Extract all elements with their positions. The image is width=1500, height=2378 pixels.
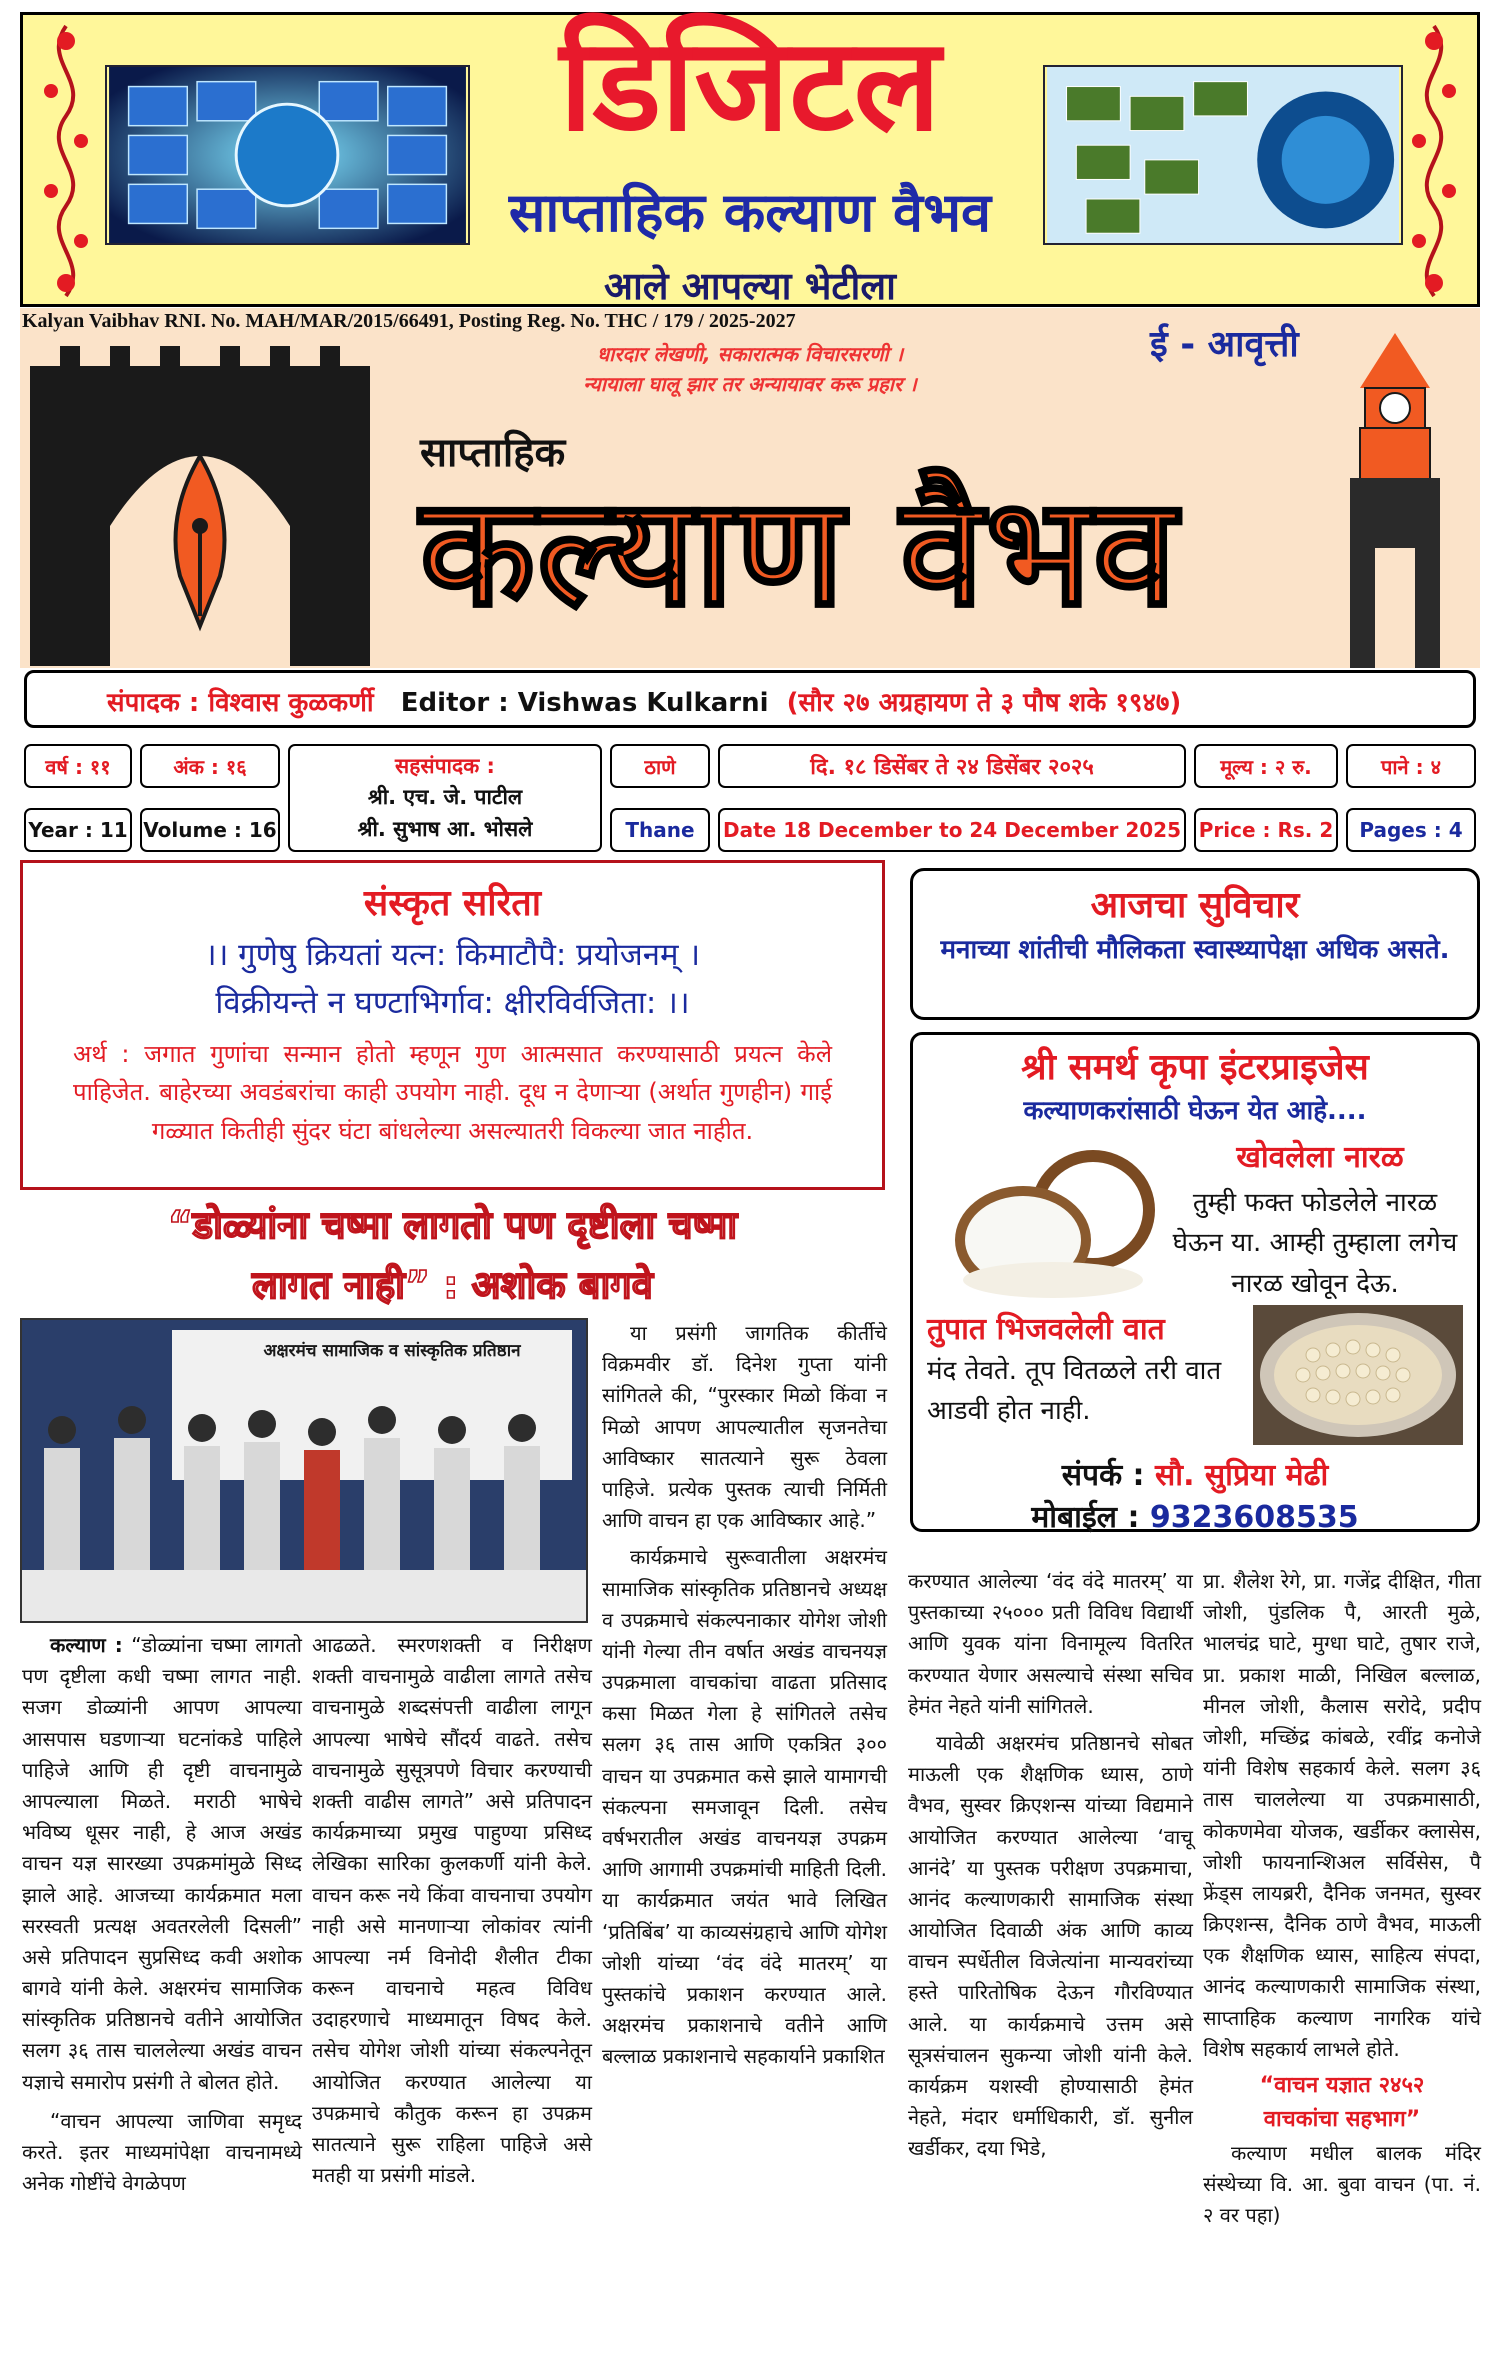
e-edition-label: ई - आवृत्ती	[1150, 324, 1299, 365]
thought-text: मनाच्या शांतीची मौलिकता स्वास्थ्यापेक्षा अधिक असते.	[940, 935, 1450, 965]
dateline: कल्याण :	[50, 1633, 123, 1657]
column-3-paragraph-2: कार्यक्रमाचे सुरूवातीला अक्षरमंच सामाजिक सांस्कृतिक प्रतिष्ठानचे अध्यक्ष व उपक्रमाचे संकल्पनाकार योगेश जोशी यांनी गेल्या तीन वर्षात अखंड वाचनयज्ञ उपक्रमाला वाचकांचा वाढता प्रतिसाद कसा मिळत गेला हे सांगितले तसेच सलग ३६ तास आणि एकत्रित ३०० वाचन या उपक्रमात कसे झाले यामागची संकल्पना समजावून दिली. तसेच वर्षभरातील अखंड वाचनयज्ञ उपक्रम आणि आगामी उपक्रमांची माहिती दिली. या कार्यक्रमात जयंत भावे लिखित ‘प्रतिबिंब’ या काव्यसंग्रहाचे आणि योगेश जोशी यांच्या ‘वंद वंदे मातरम्’ या पुस्तकांचे प्रकाशन करण्यात आले. अक्षरमंच प्रकाशनाचे वतीने आणि बल्लाळ प्रकाशनाचे सहकार्याने प्रकाशित	[602, 1545, 887, 2069]
article-headline-line-2: लागत नाही” : अशोक बागवे	[252, 1263, 653, 1307]
date-mr: दि. १८ डिसेंबर ते २४ डिसेंबर २०२५	[718, 744, 1186, 788]
column-1-paragraph-1: “डोळ्यांना चष्मा लागतो पण दृष्टीला कधी चष्मा लागत नाही. सजग डोळ्यांनी आपण आपल्या आसपास घडणाऱ्या घटनांकडे पाहिले पाहिजे आणि ही दृष्टी वाचनामुळे आपल्याला मिळते. मराठी भाषेचे भविष्य धूसर नाही, हे आज अखंड वाचन यज्ञ सारख्या उपक्रमांमुळे सिध्द झाले आहे. आजच्या कार्यक्रमात मला सरस्वती प्रत्यक्ष अवतरलेली दिसली” असे प्रतिपादन सुप्रसिध्द कवी अशोक बागवे यांनी केले. अक्षरमंच सामाजिक सांस्कृतिक प्रतिष्ठानचे वतीने आयोजित सलग ३६ तास चाललेल्या अखंड वाचन यज्ञाचे समारोप प्रसंगी ते बोलत होते.	[22, 1633, 302, 2094]
article-headline-line-1: “डोळ्यांना चष्मा लागतो पण दृष्टीला चष्मा	[167, 1203, 738, 1247]
ad-mobile-label: मोबाईल :	[1031, 1500, 1140, 1535]
volume-en: Volume : 16	[140, 808, 280, 852]
ad-item-2-text: मंद तेवते. तूप वितळले तरी वात आडवी होत नाही.	[927, 1356, 1222, 1427]
editor-bar	[24, 670, 1476, 728]
event-stage-image	[22, 1320, 586, 1621]
advertisement-box	[910, 1032, 1480, 1535]
ad-item-1-text: तुम्ही फक्त फोडलेले नारळ घेऊन या. आम्ही तुम्हाला लगेच नारळ खोवून देऊ.	[1172, 1188, 1458, 1299]
column-3-paragraph-1: या प्रसंगी जागतिक कीर्तीचे विक्रमवीर डॉ. दिनेश गुप्ता यांनी सांगितले की, “पुरस्कार मिळो किंवा न मिळो आपण आपल्यातील सृजनतेचा आविष्कार सातत्याने सुरू ठेवला पाहिजे. प्रत्येक पुस्तक त्याची निर्मिती आणि वाचन हा एक आविष्कार आहे.”	[602, 1321, 887, 1533]
column-1-paragraph-2: “वाचन आपल्या जाणिवा समृध्द करते. इतर माध्यमांपेक्षा वाचनामध्ये अनेक गोष्टींचे वेगळेपण	[22, 2108, 302, 2196]
ad-contact-line	[913, 1453, 1477, 1494]
column-5-subheading-2: वाचकांचा सहभाग”	[1263, 2107, 1421, 2133]
city-en: Thane	[610, 808, 710, 852]
ad-contact-label: संपर्क :	[1061, 1458, 1145, 1493]
article-column-5	[1203, 1566, 1481, 2231]
article-column-2	[312, 1630, 592, 2191]
photo-banner-text: अक्षरमंच सामाजिक व सांस्कृतिक प्रतिष्ठान	[263, 1341, 521, 1361]
article-column-3	[602, 1318, 887, 2073]
sanskrit-box	[20, 860, 885, 1190]
column-2-paragraph-1: आढळते. स्मरणशक्ती व निरीक्षण शक्ती वाचनामुळे वाढीला लागते तसेच वाचनामुळे शब्दसंपत्ती वाढीला लागून आपल्या भाषेचे सौंदर्य वाढते. तसेच वाचनामुळे सुसूत्रपणे विचार करण्याची शक्ती वाढीस लागते” असे प्रतिपादन कार्यक्रमाच्या प्रमुख पाहुण्या प्रसिध्द लेखिका सारिका कुलकर्णी यांनी केले. वाचन करू नये किंवा वाचनाचा उपयोग नाही असे मानणाऱ्या लोकांवर त्यांनी आपल्या नर्म विनोदी शैलीत टीका करून वाचनाचे महत्व विविध उदाहरणाचे माध्यमातून विषद केले. तसेच योगेश जोशी यांच्या संकल्पनेतून आयोजित करण्यात आलेल्या या उपक्रमाचे कौतुक करून हा उपक्रम सातत्याने सुरू राहिला पाहिजे असे मतही या प्रसंगी मांडले.	[312, 1633, 592, 2188]
article-column-1	[22, 1630, 302, 2199]
pages-en: Pages : 4	[1346, 808, 1476, 852]
thought-box	[910, 868, 1480, 1020]
issue-mr: अंक : १६	[140, 744, 280, 788]
digital-title: डिजिटल	[559, 11, 941, 160]
ghee-wicks-image	[1253, 1305, 1463, 1445]
ad-mobile-line	[913, 1495, 1477, 1536]
editor-label-mr: संपादक : विश्वास कुळकर्णी	[107, 688, 374, 718]
pages-mr: पाने : ४	[1346, 744, 1476, 788]
ad-company: श्री समर्थ कृपा इंटरप्राइजेस	[1021, 1047, 1369, 1088]
column-4-paragraph-2: यावेळी अक्षरमंच प्रतिष्ठानचे सोबत माऊली एक शैक्षणिक ध्यास, ठाणे वैभव, सुस्वर क्रिएशन्स यांच्या विद्यमाने आयोजित करण्यात आलेल्या ‘वाचू आनंदे’ या पुस्तक परीक्षण उपक्रमाचा, आनंद कल्याणकारी सामाजिक संस्था आयोजित दिवाळी अंक आणि काव्य वाचन स्पर्धेतील विजेत्यांना मान्यवरांच्या हस्ते पारितोषिक देऊन गौरविण्यात आले. या कार्यक्रमाचे उत्तम असे सूत्रसंचालन सुकन्या जोशी यांनी केले. कार्यक्रम यशस्वी होण्यासाठी हेमंत नेहते, मंदार धर्माधिकारी, डॉ. सुनील खर्डीकर, दया भिडे,	[908, 1730, 1193, 2161]
digital-tagline: आले आपल्या भेटीला	[603, 264, 897, 308]
column-5-subheading-1: “वाचन यज्ञात २४५२	[1259, 2073, 1425, 2098]
coeditor-label: सहसंपादक :	[395, 753, 495, 778]
sanskrit-verse-1: ।। गुणेषु क्रियतां यत्न: किमाटौपै: प्रयोजनम् ।	[204, 937, 701, 973]
ad-contact-name: सौ. सुप्रिया मेढी	[1155, 1458, 1329, 1493]
city-mr: ठाणे	[610, 744, 710, 788]
ad-item-2-title: तुपात भिजवलेली वात	[927, 1312, 1165, 1347]
sanskrit-meaning: अर्थ : जगात गुणांचा सन्मान होतो म्हणून गुण आत्मसात करण्यासाठी प्रयत्न केले पाहिजेत. बाहेरच्या अवडंबरांचा काही उपयोग नाही. दूध न देणाऱ्या (अर्थात गुणहीन) गाई गळ्यात कितीही सुंदर घंटा बांधलेल्या असल्यातरी विकल्या जात नाहीत.	[73, 1040, 832, 1145]
masthead	[20, 308, 1480, 668]
year-en: Year : 11	[24, 808, 132, 852]
column-5-paragraph-2: कल्याण मधील बालक मंदिर संस्थेच्या वि. आ. बुवा वाचन (पा. नं. २ वर पहा)	[1203, 2140, 1481, 2227]
ad-intro: कल्याणकरांसाठी घेऊन येत आहे....	[1023, 1096, 1367, 1126]
digital-banner	[20, 12, 1480, 307]
coeditor-name-2: श्री. सुभाष आ. भोसले	[357, 816, 533, 841]
editor-label-en: Editor : Vishwas Kulkarni	[400, 688, 769, 718]
year-mr: वर्ष : ११	[24, 744, 132, 788]
coeditor-box	[288, 744, 602, 852]
slogan-line-1: धारदार लेखणी, सकारात्मक विचारसरणी ।	[596, 342, 904, 366]
shaka-date: (सौर २७ अग्रहायण ते ३ पौष शके १९४७)	[786, 688, 1182, 718]
slogan-line-2: न्यायाला घालू झार तर अन्यायावर करू प्रहार ।	[583, 372, 917, 396]
clock-tower-icon	[1310, 328, 1480, 668]
fort-gate-pen-icon	[20, 326, 380, 666]
masthead-saptahik: साप्ताहिक	[420, 430, 566, 476]
column-4-paragraph-1: करण्यात आलेल्या ‘वंद वंदे मातरम्’ या पुस्तकाच्या २५००० प्रती विविध विद्यार्थी आणि युवक यांना विनामूल्य वितरित करण्यात येणार असल्याचे संस्था सचिव हेमंत नेहते यांनी सांगितले.	[908, 1569, 1193, 1718]
newspaper-name: कल्याण वैभव	[420, 466, 1179, 640]
ad-item-1-title: खोवलेला नारळ	[1236, 1140, 1404, 1175]
event-photo	[20, 1318, 588, 1623]
sanskrit-verse-2: विक्रीयन्ते न घण्टाभिर्गाव: क्षीरविर्वजिता: ।।	[215, 985, 690, 1021]
sanskrit-title: संस्कृत सरिता	[363, 883, 542, 924]
rni-line: Kalyan Vaibhav RNI. No. MAH/MAR/2015/66491, Posting Reg. No. THC / 179 / 2025-2027	[22, 310, 796, 332]
article-column-4	[908, 1566, 1193, 2165]
ad-mobile-number: 9323608535	[1149, 1500, 1359, 1535]
digital-subtitle: साप्ताहिक कल्याण वैभव	[508, 181, 992, 244]
price-mr: मूल्य : २ रु.	[1194, 744, 1338, 788]
column-5-paragraph-1: प्रा. शैलेश रेगे, प्रा. गजेंद्र दीक्षित, गीता जोशी, पुंडलिक पै, आरती मुळे, भालचंद्र घाटे, मुग्धा घाटे, तुषार राजे, प्रा. प्रकाश माळी, निखिल बल्लाळ, मीनल जोशी, कैलास सरोदे, प्रदीप जोशी, मच्छिंद्र कांबळे, रवींद्र कनोजे यांनी विशेष सहकार्य केले. सलग ३६ तास चाललेल्या या उपक्रमासाठी, कोकणमेवा योजक, खर्डीकर क्लासेस, जोशी फायनान्शिअल सर्विसेस, पै फ्रेंड्स लायब्ररी, दैनिक जनमत, सुस्वर क्रिएशन्स, दैनिक ठाणे वैभव, माऊली एक शैक्षणिक ध्यास, साहित्य संपदा, आनंद कल्याणकारी सामाजिक संस्था, साप्ताहिक कल्याण नागरिक यांचे विशेष सहकार्य लाभले होते.	[1203, 1569, 1481, 2061]
date-en: Date 18 December to 24 December 2025	[718, 808, 1186, 852]
thought-title: आजचा सुविचार	[1090, 885, 1300, 926]
price-en: Price : Rs. 2	[1194, 808, 1338, 852]
coconut-image	[943, 1130, 1163, 1300]
coeditor-name-1: श्री. एच. जे. पाटील	[367, 785, 523, 810]
